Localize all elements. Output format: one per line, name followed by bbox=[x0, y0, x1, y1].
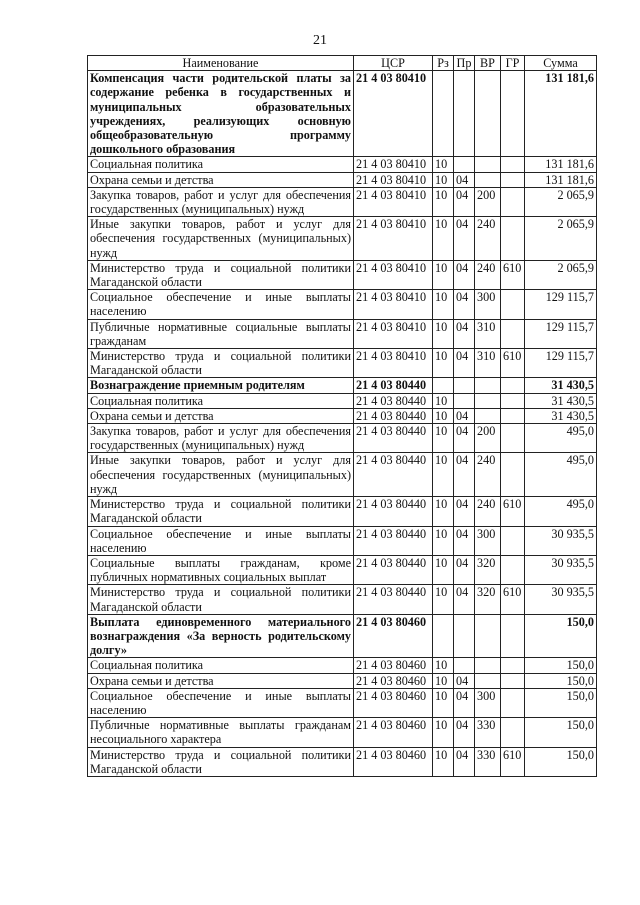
cell-name: Вознаграждение приемным родителям bbox=[88, 378, 354, 393]
cell-csr: 21 4 03 80440 bbox=[354, 497, 433, 526]
cell-vr bbox=[475, 71, 501, 157]
cell-csr: 21 4 03 80440 bbox=[354, 453, 433, 497]
page-number: 21 bbox=[313, 33, 327, 48]
cell-pr: 04 bbox=[454, 349, 475, 378]
cell-name: Охрана семьи и детства bbox=[88, 673, 354, 688]
cell-csr: 21 4 03 80410 bbox=[354, 187, 433, 216]
cell-name: Социальная политика bbox=[88, 658, 354, 673]
cell-rz bbox=[433, 614, 454, 658]
cell-sum: 2 065,9 bbox=[525, 187, 597, 216]
cell-name: Социальная политика bbox=[88, 393, 354, 408]
cell-name: Социальное обеспечение и иные выплаты населению bbox=[88, 688, 354, 717]
cell-vr: 310 bbox=[475, 319, 501, 348]
cell-rz: 10 bbox=[433, 555, 454, 584]
cell-pr bbox=[454, 393, 475, 408]
cell-csr: 21 4 03 80440 bbox=[354, 393, 433, 408]
cell-sum: 150,0 bbox=[525, 688, 597, 717]
table-row bbox=[88, 217, 597, 261]
cell-name: Социальные выплаты гражданам, кроме публичных нормативных социальных выплат bbox=[88, 555, 354, 584]
cell-name: Министерство труда и социальной политики Магаданской области bbox=[88, 260, 354, 289]
cell-pr: 04 bbox=[454, 172, 475, 187]
table-row bbox=[88, 349, 597, 378]
cell-pr: 04 bbox=[454, 497, 475, 526]
cell-name: Выплата единовременного материального вознаграждения «За верность родительскому долгу» bbox=[88, 614, 354, 658]
cell-sum: 2 065,9 bbox=[525, 260, 597, 289]
cell-pr: 04 bbox=[454, 217, 475, 261]
cell-pr: 04 bbox=[454, 585, 475, 614]
cell-sum: 495,0 bbox=[525, 424, 597, 453]
cell-vr bbox=[475, 157, 501, 172]
cell-rz: 10 bbox=[433, 747, 454, 776]
cell-gr bbox=[501, 378, 525, 393]
cell-sum: 31 430,5 bbox=[525, 393, 597, 408]
budget-table bbox=[87, 55, 597, 777]
cell-name: Компенсация части родительской платы за содержание ребенка в государственных и муниципальных образовательных учреждениях, реализующих основную общеобразовательную программу дошкольного образования bbox=[88, 71, 354, 157]
cell-pr: 04 bbox=[454, 290, 475, 319]
header-vr: ВР bbox=[475, 56, 501, 71]
cell-vr: 300 bbox=[475, 526, 501, 555]
cell-vr bbox=[475, 393, 501, 408]
cell-csr: 21 4 03 80460 bbox=[354, 673, 433, 688]
cell-pr: 04 bbox=[454, 260, 475, 289]
table-row bbox=[88, 497, 597, 526]
cell-gr: 610 bbox=[501, 260, 525, 289]
cell-vr: 200 bbox=[475, 424, 501, 453]
cell-vr bbox=[475, 658, 501, 673]
table-row bbox=[88, 378, 597, 393]
cell-sum: 30 935,5 bbox=[525, 585, 597, 614]
cell-pr bbox=[454, 71, 475, 157]
cell-name: Иные закупки товаров, работ и услуг для обеспечения государственных (муниципальных) нужд bbox=[88, 453, 354, 497]
cell-csr: 21 4 03 80460 bbox=[354, 614, 433, 658]
table-row bbox=[88, 393, 597, 408]
table-row bbox=[88, 614, 597, 658]
header-pr: Пр bbox=[454, 56, 475, 71]
cell-gr bbox=[501, 157, 525, 172]
cell-rz: 10 bbox=[433, 408, 454, 423]
cell-pr bbox=[454, 378, 475, 393]
cell-gr bbox=[501, 319, 525, 348]
cell-vr: 200 bbox=[475, 187, 501, 216]
cell-rz: 10 bbox=[433, 393, 454, 408]
cell-csr: 21 4 03 80440 bbox=[354, 424, 433, 453]
table-row bbox=[88, 71, 597, 157]
cell-name: Охрана семьи и детства bbox=[88, 408, 354, 423]
header-name: Наименование bbox=[88, 56, 354, 71]
table-row bbox=[88, 555, 597, 584]
cell-pr: 04 bbox=[454, 526, 475, 555]
cell-name: Министерство труда и социальной политики Магаданской области bbox=[88, 497, 354, 526]
cell-vr: 320 bbox=[475, 555, 501, 584]
cell-vr: 310 bbox=[475, 349, 501, 378]
cell-rz: 10 bbox=[433, 217, 454, 261]
cell-csr: 21 4 03 80440 bbox=[354, 526, 433, 555]
cell-pr bbox=[454, 658, 475, 673]
table-row bbox=[88, 585, 597, 614]
cell-csr: 21 4 03 80410 bbox=[354, 290, 433, 319]
cell-gr bbox=[501, 614, 525, 658]
cell-vr: 320 bbox=[475, 585, 501, 614]
cell-sum: 150,0 bbox=[525, 658, 597, 673]
cell-gr bbox=[501, 424, 525, 453]
cell-vr: 240 bbox=[475, 217, 501, 261]
table-row bbox=[88, 172, 597, 187]
cell-csr: 21 4 03 80460 bbox=[354, 688, 433, 717]
header-csr: ЦСР bbox=[354, 56, 433, 71]
cell-gr: 610 bbox=[501, 349, 525, 378]
cell-name: Закупка товаров, работ и услуг для обеспечения государственных (муниципальных) нужд bbox=[88, 424, 354, 453]
cell-sum: 495,0 bbox=[525, 497, 597, 526]
cell-sum: 31 430,5 bbox=[525, 408, 597, 423]
cell-rz: 10 bbox=[433, 319, 454, 348]
cell-csr: 21 4 03 80460 bbox=[354, 747, 433, 776]
cell-gr bbox=[501, 718, 525, 747]
cell-rz: 10 bbox=[433, 424, 454, 453]
cell-sum: 129 115,7 bbox=[525, 319, 597, 348]
cell-rz: 10 bbox=[433, 290, 454, 319]
cell-rz: 10 bbox=[433, 453, 454, 497]
cell-sum: 30 935,5 bbox=[525, 555, 597, 584]
cell-csr: 21 4 03 80410 bbox=[354, 319, 433, 348]
table-row bbox=[88, 157, 597, 172]
cell-rz: 10 bbox=[433, 349, 454, 378]
cell-sum: 129 115,7 bbox=[525, 290, 597, 319]
cell-gr bbox=[501, 172, 525, 187]
cell-gr bbox=[501, 673, 525, 688]
cell-pr: 04 bbox=[454, 453, 475, 497]
cell-vr: 240 bbox=[475, 260, 501, 289]
cell-name: Закупка товаров, работ и услуг для обеспечения государственных (муниципальных) нужд bbox=[88, 187, 354, 216]
table-row bbox=[88, 673, 597, 688]
cell-name: Социальное обеспечение и иные выплаты населению bbox=[88, 526, 354, 555]
cell-name: Министерство труда и социальной политики Магаданской области bbox=[88, 747, 354, 776]
cell-vr bbox=[475, 172, 501, 187]
cell-pr: 04 bbox=[454, 688, 475, 717]
cell-gr bbox=[501, 393, 525, 408]
cell-gr bbox=[501, 453, 525, 497]
cell-sum: 131 181,6 bbox=[525, 157, 597, 172]
cell-gr: 610 bbox=[501, 497, 525, 526]
cell-name: Социальное обеспечение и иные выплаты населению bbox=[88, 290, 354, 319]
cell-name: Министерство труда и социальной политики Магаданской области bbox=[88, 585, 354, 614]
cell-name: Иные закупки товаров, работ и услуг для обеспечения государственных (муниципальных) нужд bbox=[88, 217, 354, 261]
cell-rz bbox=[433, 378, 454, 393]
table-row bbox=[88, 319, 597, 348]
table-row bbox=[88, 260, 597, 289]
cell-sum: 150,0 bbox=[525, 718, 597, 747]
cell-vr bbox=[475, 673, 501, 688]
cell-sum: 150,0 bbox=[525, 673, 597, 688]
cell-name: Министерство труда и социальной политики Магаданской области bbox=[88, 349, 354, 378]
cell-gr bbox=[501, 71, 525, 157]
cell-pr: 04 bbox=[454, 408, 475, 423]
cell-csr: 21 4 03 80440 bbox=[354, 378, 433, 393]
cell-pr: 04 bbox=[454, 424, 475, 453]
cell-gr bbox=[501, 688, 525, 717]
cell-rz: 10 bbox=[433, 526, 454, 555]
cell-pr: 04 bbox=[454, 555, 475, 584]
cell-pr: 04 bbox=[454, 747, 475, 776]
cell-csr: 21 4 03 80440 bbox=[354, 555, 433, 584]
cell-csr: 21 4 03 80410 bbox=[354, 157, 433, 172]
cell-rz: 10 bbox=[433, 688, 454, 717]
table-header-row bbox=[88, 56, 597, 71]
cell-vr: 300 bbox=[475, 290, 501, 319]
cell-pr: 04 bbox=[454, 673, 475, 688]
cell-rz: 10 bbox=[433, 497, 454, 526]
cell-sum: 31 430,5 bbox=[525, 378, 597, 393]
header-sum: Сумма bbox=[525, 56, 597, 71]
cell-rz: 10 bbox=[433, 673, 454, 688]
cell-rz: 10 bbox=[433, 658, 454, 673]
cell-rz: 10 bbox=[433, 260, 454, 289]
cell-vr: 240 bbox=[475, 497, 501, 526]
table-row bbox=[88, 526, 597, 555]
cell-name: Публичные нормативные социальные выплаты гражданам bbox=[88, 319, 354, 348]
cell-vr: 300 bbox=[475, 688, 501, 717]
cell-pr: 04 bbox=[454, 187, 475, 216]
cell-sum: 2 065,9 bbox=[525, 217, 597, 261]
cell-csr: 21 4 03 80460 bbox=[354, 718, 433, 747]
cell-vr: 330 bbox=[475, 718, 501, 747]
cell-rz: 10 bbox=[433, 187, 454, 216]
table-row bbox=[88, 453, 597, 497]
cell-gr bbox=[501, 526, 525, 555]
cell-csr: 21 4 03 80410 bbox=[354, 172, 433, 187]
table-body bbox=[88, 71, 597, 777]
cell-csr: 21 4 03 80410 bbox=[354, 349, 433, 378]
cell-pr: 04 bbox=[454, 718, 475, 747]
cell-gr bbox=[501, 555, 525, 584]
cell-csr: 21 4 03 80410 bbox=[354, 260, 433, 289]
cell-name: Социальная политика bbox=[88, 157, 354, 172]
cell-pr: 04 bbox=[454, 319, 475, 348]
table-row bbox=[88, 658, 597, 673]
cell-pr bbox=[454, 614, 475, 658]
cell-sum: 150,0 bbox=[525, 747, 597, 776]
cell-gr bbox=[501, 217, 525, 261]
table-row bbox=[88, 718, 597, 747]
cell-csr: 21 4 03 80410 bbox=[354, 217, 433, 261]
cell-rz: 10 bbox=[433, 585, 454, 614]
cell-vr: 240 bbox=[475, 453, 501, 497]
cell-vr bbox=[475, 614, 501, 658]
cell-csr: 21 4 03 80410 bbox=[354, 71, 433, 157]
table-row bbox=[88, 688, 597, 717]
cell-gr bbox=[501, 187, 525, 216]
cell-pr bbox=[454, 157, 475, 172]
cell-csr: 21 4 03 80440 bbox=[354, 585, 433, 614]
cell-gr: 610 bbox=[501, 747, 525, 776]
header-gr: ГР bbox=[501, 56, 525, 71]
cell-gr: 610 bbox=[501, 585, 525, 614]
cell-sum: 30 935,5 bbox=[525, 526, 597, 555]
cell-vr bbox=[475, 408, 501, 423]
cell-sum: 129 115,7 bbox=[525, 349, 597, 378]
cell-csr: 21 4 03 80460 bbox=[354, 658, 433, 673]
cell-name: Охрана семьи и детства bbox=[88, 172, 354, 187]
cell-rz bbox=[433, 71, 454, 157]
table-row bbox=[88, 187, 597, 216]
table-row bbox=[88, 747, 597, 776]
header-rz: Рз bbox=[433, 56, 454, 71]
cell-name: Публичные нормативные выплаты гражданам несоциального характера bbox=[88, 718, 354, 747]
cell-sum: 495,0 bbox=[525, 453, 597, 497]
cell-csr: 21 4 03 80440 bbox=[354, 408, 433, 423]
cell-vr bbox=[475, 378, 501, 393]
cell-sum: 150,0 bbox=[525, 614, 597, 658]
cell-sum: 131 181,6 bbox=[525, 71, 597, 157]
cell-gr bbox=[501, 658, 525, 673]
cell-gr bbox=[501, 290, 525, 319]
cell-vr: 330 bbox=[475, 747, 501, 776]
cell-rz: 10 bbox=[433, 157, 454, 172]
cell-rz: 10 bbox=[433, 718, 454, 747]
cell-sum: 131 181,6 bbox=[525, 172, 597, 187]
table-row bbox=[88, 290, 597, 319]
table-row bbox=[88, 408, 597, 423]
table-row bbox=[88, 424, 597, 453]
cell-rz: 10 bbox=[433, 172, 454, 187]
cell-gr bbox=[501, 408, 525, 423]
